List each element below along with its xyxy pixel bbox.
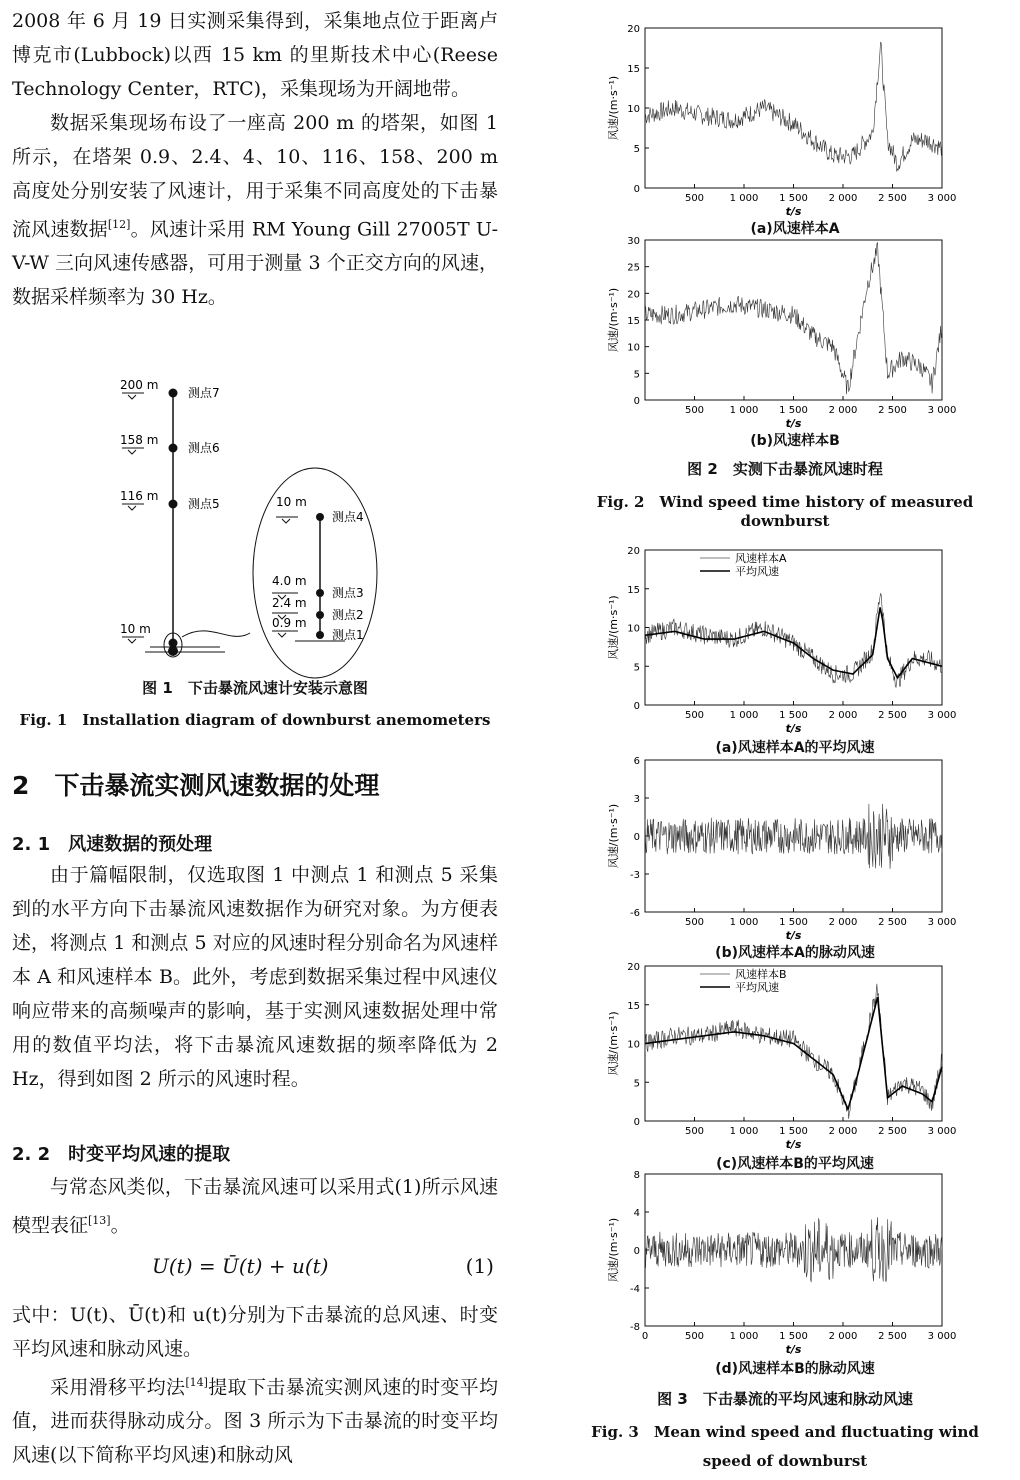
series-line (645, 594, 942, 688)
x-tick-label: 3 000 (927, 917, 957, 928)
y-tick-label: -3 (630, 870, 640, 881)
y-tick-label: 5 (633, 662, 640, 674)
x-tick-label: 2 500 (878, 917, 907, 928)
series-line (645, 243, 942, 395)
y-tick-label: 15 (627, 584, 640, 596)
y-tick-label: 5 (633, 1078, 640, 1090)
chart-caption: (a)风速样本A (750, 221, 840, 237)
y-tick-label: 10 (627, 1039, 640, 1051)
y-tick-label: 15 (627, 1000, 640, 1012)
x-tick-label: 2 500 (878, 1331, 907, 1342)
x-tick-label: 3 000 (927, 1331, 957, 1342)
y-axis-label: 风速/(m·s⁻¹) (607, 595, 620, 660)
chart-caption: (a)风速样本A的平均风速 (715, 740, 875, 756)
subsection-heading: 2. 1 风速数据的预处理 (12, 834, 213, 855)
x-tick-label: 1 500 (779, 1126, 808, 1137)
x-tick-label: 1 000 (729, 1126, 759, 1137)
paragraph (12, 1366, 498, 1472)
equation-number: (1) (465, 1254, 494, 1278)
y-tick-label: -4 (630, 1284, 640, 1295)
x-axis-label: t/s (785, 1343, 802, 1356)
series-line (645, 984, 942, 1119)
x-tick-label: 1 000 (729, 710, 759, 721)
subsection-heading: 2. 2 时变平均风速的提取 (12, 1144, 231, 1165)
y-tick-label: 10 (627, 342, 640, 354)
y-tick-label: 4 (633, 1208, 640, 1219)
series-line (645, 607, 942, 678)
y-tick-label: 0 (633, 396, 640, 407)
paragraph: 2008 年 6 月 19 日实测采集得到，采集地点位于距离卢博克市(Lubbock)以西 15 km 的里斯技术中心(Reese Technology Center，RTC)，采集现场为开阔地带。 (12, 10, 498, 100)
sensor-label: 测点6 (188, 441, 220, 455)
figure-1-caption-cn: 图 1 下击暴流风速计安装示意图 (142, 679, 368, 697)
x-tick-label: 2 500 (878, 193, 907, 204)
height-label: 200 m (120, 378, 159, 392)
x-axis-label: t/s (785, 417, 802, 430)
x-tick-label: 1 000 (729, 1331, 759, 1342)
x-tick-label: 500 (684, 917, 705, 928)
x-tick-label: 3 000 (927, 1126, 957, 1137)
figure-1-caption-en: Fig. 1 Installation diagram of downburst anemometers (19, 711, 491, 729)
equation-body: U(t) = Ū(t) + u(t) (152, 1254, 329, 1278)
sensor-dot (316, 589, 324, 597)
chart-caption: (c)风速样本B的平均风速 (716, 1156, 874, 1172)
y-tick-label: 20 (627, 546, 640, 557)
y-tick-label: 5 (633, 144, 640, 155)
figure-3-caption-en-2: speed of downburst (702, 1452, 868, 1470)
paragraph-text: 。风速计采用 RM Young Gill 27005T U-V-W 三向风速传感器，可用于测量 3 个正交方向的风速，数据采样频率为 30 Hz。 (12, 218, 498, 309)
plot-frame (645, 240, 942, 400)
x-tick-label: 2 000 (828, 1331, 858, 1342)
chart-3a (605, 542, 957, 737)
legend-label: 风速样本B (735, 968, 787, 981)
plot-frame (645, 28, 942, 188)
sensor-label: 测点3 (332, 586, 364, 600)
x-axis-label: t/s (785, 1138, 802, 1151)
x-tick-label: 500 (684, 1126, 705, 1137)
x-tick-label: 1 500 (779, 710, 808, 721)
x-tick-label: 3 000 (927, 405, 957, 416)
sensor-dot (169, 444, 178, 453)
y-tick-label: 30 (627, 236, 640, 247)
x-tick-label: 3 000 (927, 193, 957, 204)
y-axis-label: 风速/(m·s⁻¹) (607, 75, 620, 141)
leader-line (182, 631, 250, 637)
series-line (645, 42, 942, 171)
paragraph (12, 106, 498, 314)
inset-ellipse (253, 468, 377, 678)
y-axis-label: 风速/(m·s⁻¹) (607, 803, 620, 869)
paragraph: 式中：U(t)、Ū(t)和 u(t)分别为下击暴流的总风速、时变平均风速和脉动风速。 (12, 1304, 498, 1360)
x-tick-label: 1 500 (779, 193, 808, 204)
x-tick-label: 1 500 (779, 917, 808, 928)
y-tick-label: 10 (627, 623, 640, 635)
y-tick-label: 15 (627, 64, 640, 75)
figure-3-caption-cn: 图 3 下击暴流的平均风速和脉动风速 (657, 1390, 913, 1408)
x-tick-label: 2 500 (878, 1126, 907, 1137)
chart-caption: (b)风速样本A的脉动风速 (715, 945, 875, 961)
left-column (12, 4, 498, 314)
x-tick-label: 500 (684, 710, 705, 721)
x-tick-label: 1 500 (779, 405, 808, 416)
y-axis-label: 风速/(m·s⁻¹) (607, 287, 620, 353)
legend-label: 平均风速 (735, 565, 779, 578)
x-tick-label: 0 (641, 1331, 649, 1342)
figure-2-caption-en: Fig. 2 Wind speed time history of measured downburst (596, 493, 974, 530)
plot-frame (645, 550, 942, 705)
sensor-label: 测点7 (188, 386, 220, 400)
x-tick-label: 1 000 (729, 405, 759, 416)
height-label: 10 m (120, 622, 151, 636)
y-tick-label: 20 (627, 289, 640, 301)
y-tick-label: 0 (633, 701, 640, 712)
height-label: 10 m (276, 495, 307, 509)
paragraph-text: 采用滑移平均法 (50, 1376, 186, 1399)
legend-label: 风速样本A (735, 552, 787, 565)
x-tick-label: 500 (684, 405, 705, 416)
x-axis-label: t/s (785, 722, 802, 735)
chart-2a (605, 20, 957, 220)
citation: [13] (88, 1214, 111, 1227)
x-tick-label: 2 000 (828, 917, 858, 928)
y-tick-label: 0 (633, 1246, 640, 1257)
y-axis-label: 风速/(m·s⁻¹) (607, 1217, 620, 1283)
y-tick-label: 3 (633, 794, 640, 805)
figure-1-tower-diagram (110, 365, 410, 675)
y-tick-label: 25 (627, 262, 640, 274)
x-axis-label: t/s (785, 929, 802, 942)
x-tick-label: 2 000 (828, 710, 858, 721)
x-axis-label: t/s (785, 205, 802, 218)
sensor-dot (316, 611, 324, 619)
chart-3d (605, 1166, 957, 1358)
series-line (645, 804, 942, 869)
chart-3c (605, 958, 957, 1153)
x-tick-label: 1 500 (779, 1331, 808, 1342)
x-tick-label: 3 000 (927, 710, 957, 721)
x-tick-label: 2 000 (828, 193, 858, 204)
y-tick-label: 5 (633, 369, 640, 381)
paragraph-text: 提取下击暴流实测风速的时变平均值，进而获得脉动成分。图 3 所示为下击暴流的时变平均风速(以下简称平均风速)和脉动风 (12, 1376, 498, 1467)
chart-3b (605, 752, 957, 944)
y-tick-label: 0 (633, 832, 640, 843)
y-tick-label: 0 (633, 1117, 640, 1128)
series-line (645, 997, 942, 1109)
section-heading: 2 下击暴流实测风速数据的处理 (12, 771, 380, 800)
y-tick-label: 6 (633, 756, 640, 767)
paragraph-text: 与常态风类似，下击暴流风速可以采用式(1)所示风速模型表征 (12, 1176, 498, 1237)
y-tick-label: 10 (627, 104, 640, 115)
y-tick-label: 0 (633, 184, 640, 195)
x-tick-label: 500 (684, 1331, 705, 1342)
y-tick-label: 20 (627, 24, 640, 35)
paragraph (12, 1170, 498, 1242)
sensor-label: 测点1 (332, 628, 364, 642)
citation: [12] (107, 218, 131, 231)
paragraph: 由于篇幅限制，仅选取图 1 中测点 1 和测点 5 采集到的水平方向下击暴流风速数据作为研究对象。为方便表述，将测点 1 和测点 5 对应的风速时程分别命名为风速样本 A 和风速样本 B。此外，考虑到数据采集过程中风速仪响应带来的高频噪声的影响，基于实测风速数据处理中常用的数值平均法，将下击暴流风速数据的频率降低为 2 Hz，得到如图 2 所示的风速时程。 (12, 864, 498, 1090)
chart-2b (605, 232, 957, 432)
figure-3-caption-en-1: Fig. 3 Mean wind speed and fluctuating wind (591, 1423, 979, 1441)
y-axis-label: 风速/(m·s⁻¹) (607, 1011, 620, 1076)
sensor-dot (316, 631, 324, 639)
x-tick-label: 1 000 (729, 193, 759, 204)
sensor-dot (169, 500, 178, 509)
y-tick-label: -6 (630, 908, 640, 919)
height-label: 0.9 m (272, 616, 307, 630)
y-tick-label: 8 (633, 1170, 640, 1181)
y-tick-label: 15 (627, 316, 640, 327)
x-tick-label: 2 000 (828, 1126, 858, 1137)
paragraph-text: 。 (110, 1214, 130, 1237)
height-label: 158 m (120, 433, 159, 447)
figure-2-caption-cn: 图 2 实测下击暴流风速时程 (687, 460, 883, 478)
x-tick-label: 2 500 (878, 710, 907, 721)
series-line (645, 1217, 942, 1282)
height-label: 2.4 m (272, 596, 307, 610)
x-tick-label: 2 000 (828, 405, 858, 416)
chart-caption: (b)风速样本B (750, 433, 840, 449)
x-tick-label: 2 500 (878, 405, 907, 416)
sensor-dot (316, 513, 324, 521)
sensor-label: 测点5 (188, 497, 220, 511)
legend-label: 平均风速 (735, 981, 779, 994)
x-tick-label: 500 (684, 193, 705, 204)
sensor-label: 测点2 (332, 608, 364, 622)
paragraph-text: 数据采集现场布设了一座高 200 m 的塔架，如图 1 所示，在塔架 0.9、2.4、4、10、116、158、200 m 高度处分别安装了风速计，用于采集不同高度处的下击暴流风速数据 (12, 112, 498, 241)
y-tick-label: 20 (627, 962, 640, 973)
sensor-dot (169, 389, 178, 398)
sensor-label: 测点4 (332, 510, 364, 524)
y-tick-label: -8 (630, 1322, 640, 1333)
chart-caption: (d)风速样本B的脉动风速 (715, 1361, 875, 1377)
height-label: 4.0 m (272, 574, 307, 588)
x-tick-label: 1 000 (729, 917, 759, 928)
citation: [14] (185, 1376, 208, 1389)
height-label: 116 m (120, 489, 159, 503)
